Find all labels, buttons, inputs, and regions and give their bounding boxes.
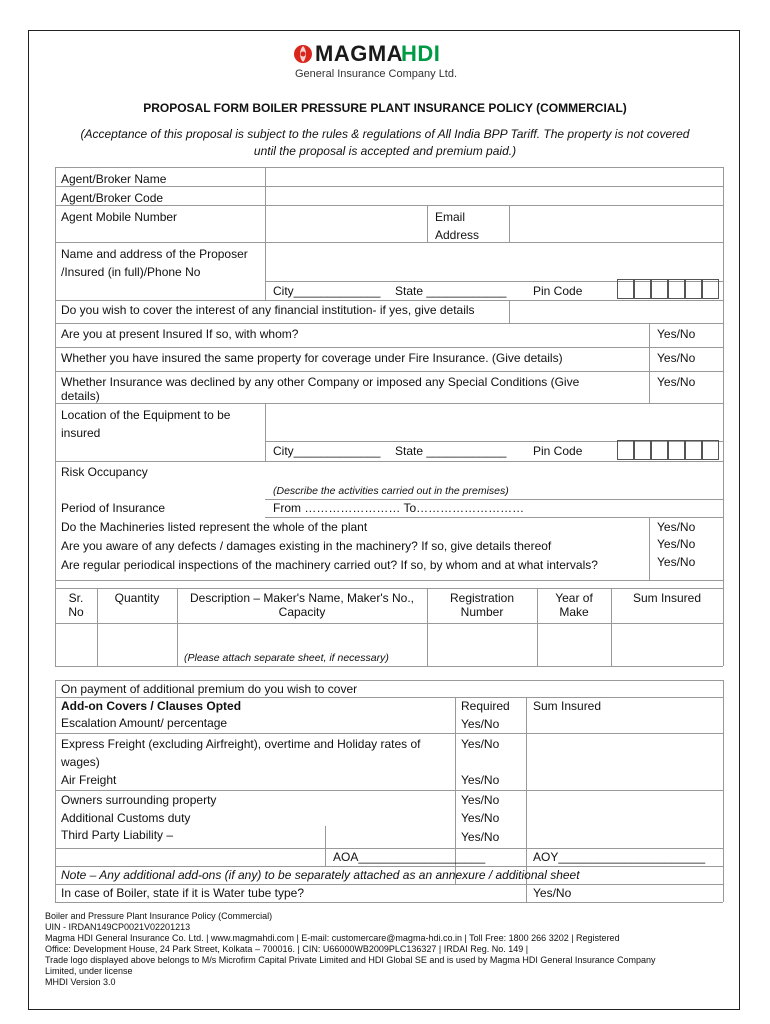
addon-owners-property: Owners surrounding property: [61, 793, 217, 807]
location-label-line1: Location of the Equipment to be: [61, 408, 231, 422]
col-quantity: Quantity: [114, 591, 160, 605]
yes-no-express[interactable]: Yes/No: [461, 737, 500, 751]
pin-code-boxes-2[interactable]: [617, 440, 723, 460]
addon-header: Add-on Covers / Clauses Opted: [61, 699, 242, 713]
email-label-line1: Email: [435, 210, 466, 224]
yes-no-whole-plant[interactable]: Yes/No: [657, 520, 696, 534]
risk-occupancy-label: Risk Occupancy: [61, 465, 148, 479]
yes-no-third-party[interactable]: Yes/No: [461, 830, 500, 844]
yes-no-defects[interactable]: Yes/No: [657, 537, 696, 551]
addon-required-header: Required: [461, 699, 510, 713]
brand-name-magma: MAGMA: [315, 41, 404, 66]
state-label-2: State ____________: [395, 444, 507, 458]
acceptance-note-line2: until the proposal is accepted and premium paid.): [253, 144, 517, 158]
yes-no-air-freight[interactable]: Yes/No: [461, 773, 500, 787]
addon-express-line2: wages): [61, 755, 100, 769]
yes-no-owners[interactable]: Yes/No: [461, 793, 500, 807]
col-year-line1: Year of: [555, 591, 593, 605]
footer-license: Limited, under license: [45, 966, 133, 976]
addon-sum-insured-header: Sum Insured: [533, 699, 602, 713]
footer-uin: UIN - IRDAN149CP0021V02201213: [45, 922, 191, 932]
addon-intro: On payment of additional premium do you wish to cover: [61, 682, 358, 696]
acceptance-note-line1: (Acceptance of this proposal is subject to the rules & regulations of All India BPP Tariff. The property is not covered: [80, 127, 690, 141]
addon-note: Note – Any additional add-ons (if any) to be separately attached as an annexure / additional sheet: [61, 868, 580, 882]
describe-activities-note: (Describe the activities carried out in the premises): [273, 485, 509, 497]
whole-plant-question: Do the Machineries listed represent the whole of the plant: [61, 520, 368, 534]
proposer-label-line1: Name and address of the Proposer: [61, 247, 248, 261]
addon-customs-duty: Additional Customs duty: [61, 811, 191, 825]
col-description-line2: Capacity: [278, 605, 326, 619]
period-from-to[interactable]: From …………………… To………………………: [273, 501, 525, 515]
footer-version: MHDI Version 3.0: [45, 977, 116, 987]
pin-code-label-2: Pin Code: [533, 444, 583, 458]
yes-no-boiler[interactable]: Yes/No: [533, 886, 572, 900]
footer-office: Office: Development House, 24 Park Street, Kolkata – 700016. | CIN: U66000WB2009PLC136327 | IRDAI Reg. No. 149 |: [45, 944, 529, 954]
col-registration-line1: Registration: [449, 591, 515, 605]
addon-escalation: Escalation Amount/ percentage: [61, 716, 228, 730]
col-sum-insured: Sum Insured: [632, 591, 702, 605]
agent-broker-name-label: Agent/Broker Name: [61, 172, 167, 186]
inspections-question: Are regular periodical inspections of the machinery carried out? If so, by whom and at what intervals?: [61, 558, 598, 572]
attach-sheet-note: (Please attach separate sheet, if necessary): [184, 652, 389, 664]
location-label-line2: insured: [61, 426, 101, 440]
yes-no-inspections[interactable]: Yes/No: [657, 555, 696, 569]
aoa-field[interactable]: AOA___________________: [333, 850, 486, 864]
defects-question: Are you aware of any defects / damages existing in the machinery? If so, give details thereof: [61, 539, 552, 553]
pin-code-boxes[interactable]: [617, 279, 723, 299]
yes-no-customs[interactable]: Yes/No: [461, 811, 500, 825]
col-sr-line2: No: [68, 605, 84, 619]
yes-no-escalation[interactable]: Yes/No: [461, 717, 500, 731]
col-registration-line2: Number: [460, 605, 504, 619]
aoy-field[interactable]: AOY______________________: [533, 850, 706, 864]
city-label: City_____________: [273, 284, 381, 298]
col-sr-line1: Sr.: [68, 591, 84, 605]
col-description-line1: Description – Maker's Name, Maker's No.,: [190, 591, 414, 605]
insured-with-question: Are you at present Insured If so, with whom?: [61, 327, 299, 341]
period-of-insurance-label: Period of Insurance: [61, 501, 166, 515]
declined-question-line2: details): [61, 389, 100, 403]
brand-name-hdi: HDI: [401, 41, 441, 66]
agent-broker-code-label: Agent/Broker Code: [61, 191, 164, 205]
email-label-line2: Address: [435, 228, 480, 242]
brand-subtitle: General Insurance Company Ltd.: [295, 68, 458, 80]
addon-third-party: Third Party Liability –: [61, 828, 174, 842]
footer-trade-logo: Trade logo displayed above belongs to M/s Microfirm Capital Private Limited and HDI Global SE and is used by Magma HDI General Insurance Company: [45, 955, 656, 965]
addon-express-line1: Express Freight (excluding Airfreight), overtime and Holiday rates of: [61, 737, 421, 751]
yes-no-fire[interactable]: Yes/No: [657, 351, 696, 365]
yes-no-insured[interactable]: Yes/No: [657, 327, 696, 341]
pin-code-label: Pin Code: [533, 284, 583, 298]
financial-institution-question: Do you wish to cover the interest of any financial institution- if yes, give details: [61, 303, 475, 317]
footer-company-contact: Magma HDI General Insurance Co. Ltd. | www.magmahdi.com | E-mail: customercare@magma-hdi.co.in | Toll Free: 1800 266 3202 | Registered: [45, 933, 620, 943]
city-label-2: City_____________: [273, 444, 381, 458]
proposer-label-line2: /Insured (in full)/Phone No: [61, 265, 201, 279]
yes-no-declined[interactable]: Yes/No: [657, 375, 696, 389]
footer-line1: Boiler and Pressure Plant Insurance Policy (Commercial): [45, 911, 273, 921]
form-page: [28, 30, 740, 1010]
state-label: State ____________: [395, 284, 507, 298]
declined-question-line1: Whether Insurance was declined by any other Company or imposed any Special Conditions (Give: [61, 375, 580, 389]
col-year-line2: Make: [559, 605, 589, 619]
magma-flower-icon: [293, 44, 313, 64]
form-title: PROPOSAL FORM BOILER PRESSURE PLANT INSURANCE POLICY (COMMERCIAL): [143, 101, 627, 115]
addon-air-freight: Air Freight: [61, 773, 117, 787]
brand-logo: [293, 41, 473, 85]
boiler-water-tube-question: In case of Boiler, state if it is Water tube type?: [61, 886, 305, 900]
fire-insurance-question: Whether you have insured the same property for coverage under Fire Insurance. (Give details): [61, 351, 563, 365]
agent-mobile-label: Agent Mobile Number: [61, 210, 178, 224]
